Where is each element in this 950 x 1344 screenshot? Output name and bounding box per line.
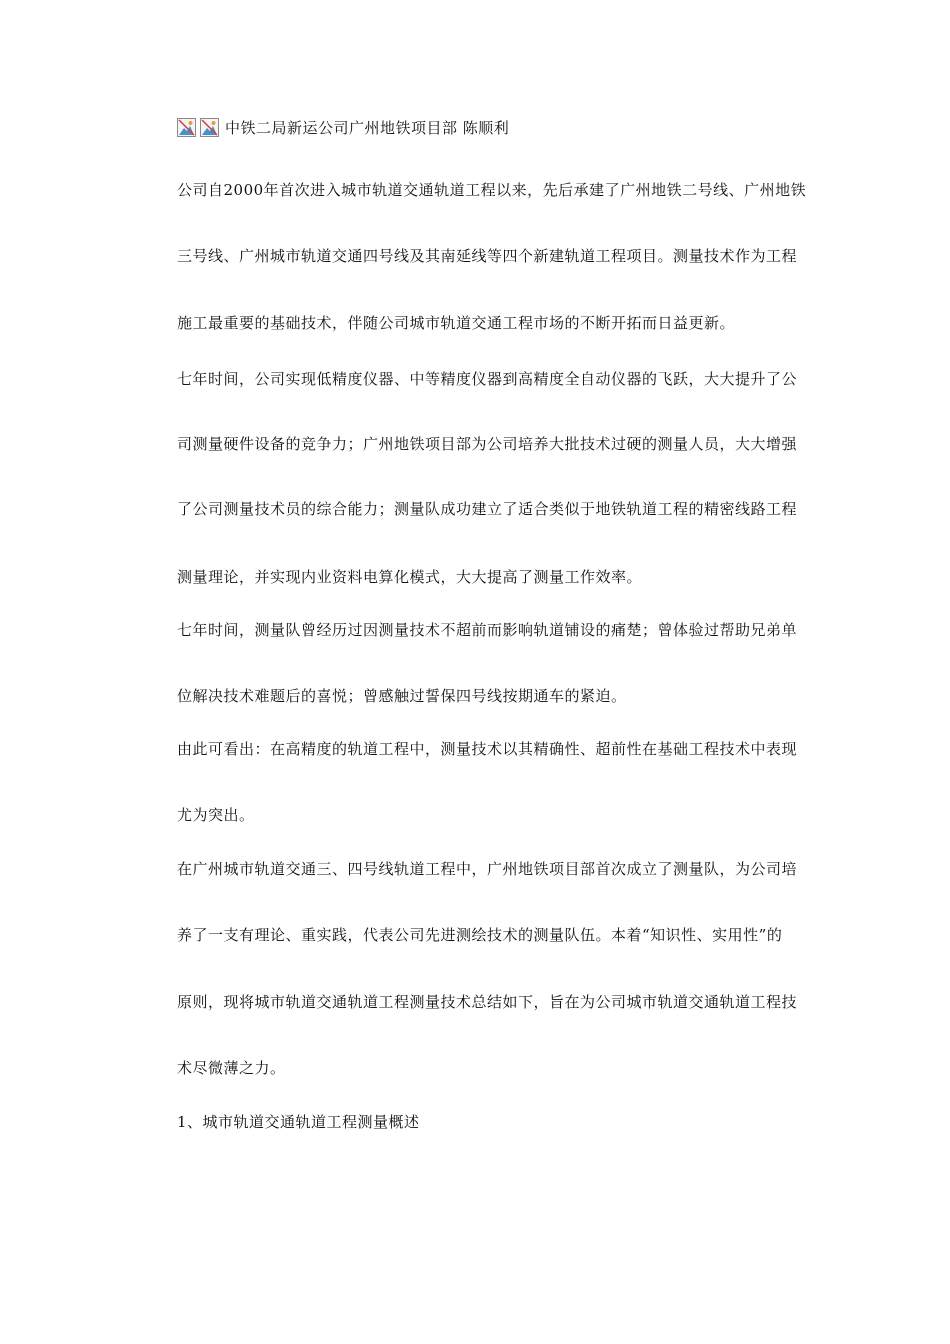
byline-text: 中铁二局新运公司广州地铁项目部 陈顺利 [225, 118, 510, 137]
body-text-line: 七年时间，测量队曾经历过因测量技术不超前而影响轨道铺设的痛楚；曾体验过帮助兄弟单 [177, 621, 798, 639]
broken-image-icon [200, 118, 219, 137]
body-text-line: 位解决技术难题后的喜悦；曾感触过誓保四号线按期通车的紧迫。 [177, 687, 627, 705]
byline [177, 117, 509, 137]
body-text-line: 术尽微薄之力。 [177, 1059, 286, 1077]
body-text-line: 原则，现将城市轨道交通轨道工程测量技术总结如下，旨在为公司城市轨道交通轨道工程技 [177, 993, 798, 1011]
body-text-line: 在广州城市轨道交通三、四号线轨道工程中，广州地铁项目部首次成立了测量队，为公司培 [177, 860, 798, 878]
body-text-line: 三号线、广州城市轨道交通四号线及其南延线等四个新建轨道工程项目。测量技术作为工程 [177, 247, 798, 265]
body-text-line: 公司自2000年首次进入城市轨道交通轨道工程以来，先后承建了广州地铁二号线、广州地铁 [177, 181, 807, 199]
body-text-line: 七年时间，公司实现低精度仪器、中等精度仪器到高精度全自动仪器的飞跃，大大提升了公 [177, 370, 798, 388]
body-text-line: 了公司测量技术员的综合能力；测量队成功建立了适合类似于地铁轨道工程的精密线路工程 [177, 500, 798, 518]
body-text-line: 由此可看出：在高精度的轨道工程中，测量技术以其精确性、超前性在基础工程技术中表现 [177, 740, 798, 758]
body-text-line: 尤为突出。 [177, 806, 255, 824]
body-text-line: 施工最重要的基础技术，伴随公司城市轨道交通工程市场的不断开拓而日益更新。 [177, 314, 736, 332]
section-heading: 1、城市轨道交通轨道工程测量概述 [177, 1113, 420, 1131]
body-text-line: 测量理论，并实现内业资料电算化模式，大大提高了测量工作效率。 [177, 568, 643, 586]
body-text-line: 司测量硬件设备的竞争力；广州地铁项目部为公司培养大批技术过硬的测量人员，大大增强 [177, 435, 798, 453]
body-text-line: 养了一支有理论、重实践，代表公司先进测绘技术的测量队伍。本着“知识性、实用性”的 [177, 926, 783, 944]
broken-image-icon [177, 118, 196, 137]
